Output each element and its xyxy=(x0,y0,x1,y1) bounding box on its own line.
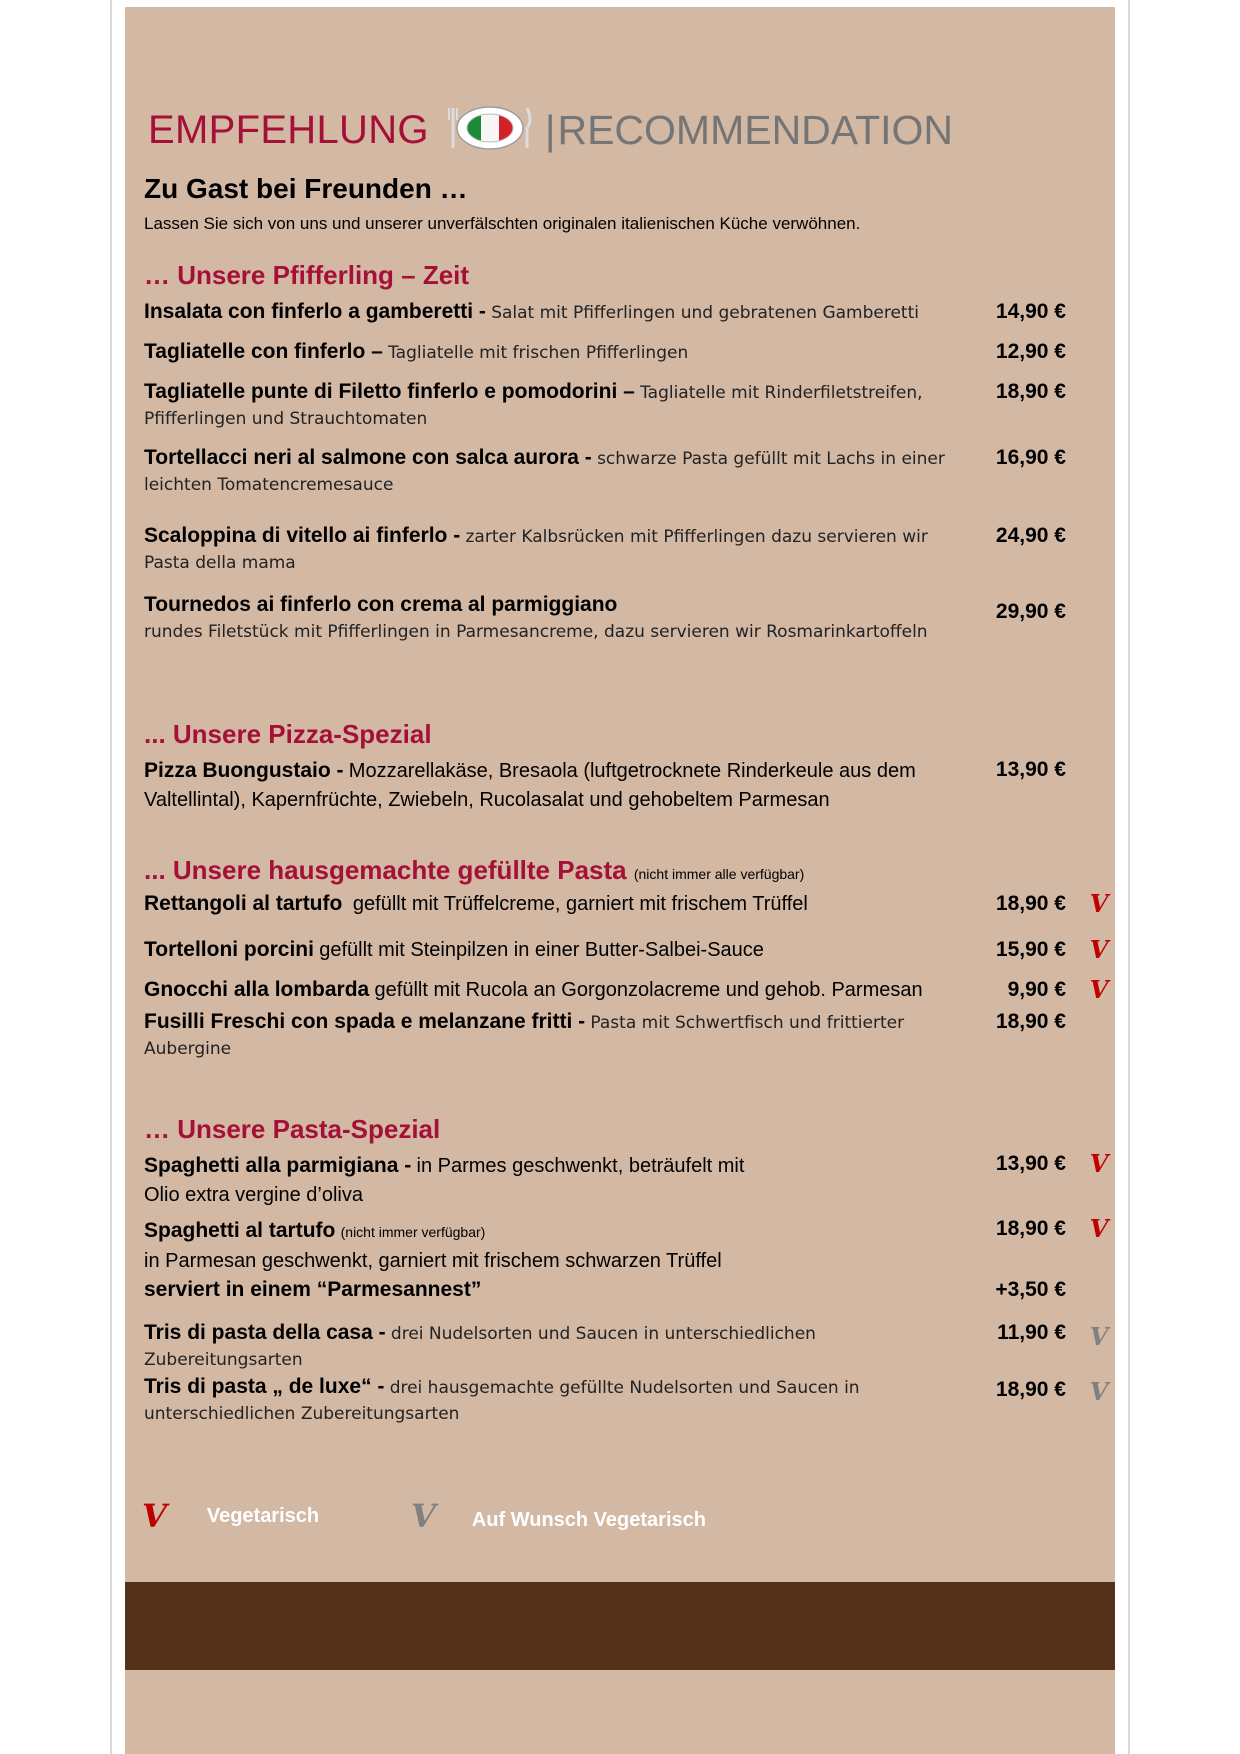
menu-item-addon xyxy=(144,1277,1144,1304)
section-heading-text: ... Unsere hausgemachte gefüllte Pasta xyxy=(144,855,627,885)
item-description: schwarze Pasta gefüllt mit Lachs in einer leichten Tomatencremesauce xyxy=(144,449,945,495)
item-subtitle: (nicht immer verfügbar) xyxy=(340,1224,486,1240)
menu-item xyxy=(144,1151,1144,1210)
intro-text: Lassen Sie sich von uns und unserer unverfälschten originalen italienischen Küche verwöhnen. xyxy=(144,214,861,233)
section-heading-filled-pasta xyxy=(144,855,804,886)
menu-item xyxy=(144,445,1144,498)
item-description: Mozzarellakäse, Bresaola (luftgetrocknete Rinderkeule aus dem Valtellintal), Kapernfrüchte, Zwiebeln, Rucolasalat und gehobeltem Parmesan xyxy=(144,760,916,811)
menu-item xyxy=(144,1320,1144,1373)
item-description: in Parmes geschwenkt, beträufelt mit xyxy=(416,1155,745,1177)
item-description: Pasta mit Schwertfisch und frittierter Aubergine xyxy=(144,1013,905,1059)
item-price: 13,90 € xyxy=(995,758,1066,781)
menu-item xyxy=(144,1216,1144,1276)
menu-header xyxy=(148,102,953,158)
vegetarian-icon: V xyxy=(1089,935,1109,964)
vegetarian-icon: V xyxy=(1089,889,1109,918)
item-price: +3,50 € xyxy=(995,1278,1066,1301)
menu-item xyxy=(144,592,1144,645)
item-price: 18,90 € xyxy=(995,380,1066,403)
item-description: in Parmesan geschwenkt, garniert mit frischem schwarzen Trüffel xyxy=(144,1250,722,1272)
item-name: Scaloppina di vitello ai finferlo - xyxy=(144,524,461,547)
page-border-right xyxy=(1128,0,1130,1754)
item-name: Gnocchi alla lombarda xyxy=(144,978,370,1001)
menu-item xyxy=(144,1009,1144,1062)
item-name: Tournedos ai finferlo con crema al parmiggiano xyxy=(144,593,618,616)
menu-item xyxy=(144,299,1144,326)
menu-item xyxy=(144,757,1144,815)
item-price: 29,90 € xyxy=(995,600,1066,623)
item-name: Fusilli Freschi con spada e melanzane fritti - xyxy=(144,1010,586,1033)
item-price: 18,90 € xyxy=(995,1010,1066,1033)
item-price: 18,90 € xyxy=(995,1217,1066,1240)
menu-item xyxy=(144,1374,1144,1427)
item-name: Spaghetti al tartufo xyxy=(144,1219,336,1242)
footer-band xyxy=(125,1582,1115,1670)
item-name: serviert in einem “Parmesannest” xyxy=(144,1278,482,1301)
item-name: Tris di pasta della casa - xyxy=(144,1321,386,1344)
item-description: Tagliatelle mit frischen Pfifferlingen xyxy=(388,343,689,363)
item-price: 13,90 € xyxy=(995,1152,1066,1175)
menu-item xyxy=(144,339,1144,366)
item-price: 15,90 € xyxy=(995,938,1066,961)
item-description: rundes Filetstück mit Pfifferlingen in Parmesancreme, dazu servieren wir Rosmarinkartoffeln xyxy=(144,622,928,642)
section-heading-pfifferling: … Unsere Pfifferling – Zeit xyxy=(144,260,470,290)
item-name: Insalata con finferlo a gamberetti - xyxy=(144,300,486,323)
item-price: 24,90 € xyxy=(995,524,1066,547)
menu-item xyxy=(144,891,1144,918)
item-price: 18,90 € xyxy=(995,892,1066,915)
item-description: zarter Kalbsrücken mit Pfifferlingen dazu servieren wir Pasta della mama xyxy=(144,527,928,573)
item-price: 11,90 € xyxy=(997,1321,1066,1344)
item-name: Pizza Buongustaio - xyxy=(144,759,344,782)
legend-optional-vegetarian xyxy=(411,1497,706,1535)
item-description: drei Nudelsorten und Saucen in unterschiedlichen Zubereitungsarten xyxy=(144,1324,816,1370)
item-price: 14,90 € xyxy=(995,300,1066,323)
vegetarian-icon: V xyxy=(142,1497,167,1535)
item-name: Spaghetti alla parmigiana - xyxy=(144,1154,412,1177)
vegetarian-icon: V xyxy=(1089,1214,1109,1243)
item-description: gefüllt mit Trüffelcreme, garniert mit frischem Trüffel xyxy=(352,893,808,915)
availability-note: (nicht immer alle verfügbar) xyxy=(633,866,805,882)
item-description: Tagliatelle mit Rinderfiletstreifen, Pfifferlingen und Strauchtomaten xyxy=(144,383,923,429)
vegetarian-icon: V xyxy=(1089,1149,1109,1178)
header-title-en: RECOMMENDATION xyxy=(557,106,954,153)
menu-item xyxy=(144,937,1144,964)
legend-vegetarian-label: Vegetarisch xyxy=(206,1504,320,1527)
item-name: Tagliatelle con finferlo – xyxy=(144,340,383,363)
header-separator: | xyxy=(544,106,556,153)
vegetarian-icon: V xyxy=(1089,975,1109,1004)
intro-title: Zu Gast bei Freunden … xyxy=(144,173,468,204)
item-name: Rettangoli al tartufo xyxy=(144,892,343,915)
section-heading-pasta-special: … Unsere Pasta-Spezial xyxy=(144,1114,441,1144)
menu-item xyxy=(144,379,1144,432)
menu-item xyxy=(144,523,1144,576)
item-name: Tortellacci neri al salmone con salca aurora - xyxy=(144,446,592,469)
item-description: gefüllt mit Rucola an Gorgonzolacreme und gehob. Parmesan xyxy=(374,979,923,1001)
item-description: Salat mit Pfifferlingen und gebratenen Gamberetti xyxy=(491,303,919,323)
header-title-de: EMPFEHLUNG xyxy=(148,107,429,152)
item-price: 18,90 € xyxy=(995,1378,1066,1401)
italian-plate-icon xyxy=(447,104,533,157)
menu-item xyxy=(144,977,1144,1004)
item-description: gefüllt mit Steinpilzen in einer Butter-Salbei-Sauce xyxy=(319,939,764,961)
legend-optional-vegetarian-label: Auf Wunsch Vegetarisch xyxy=(471,1508,706,1531)
page-border-left xyxy=(110,0,112,1754)
optional-vegetarian-icon: V xyxy=(411,1497,436,1535)
item-price: 12,90 € xyxy=(995,340,1066,363)
legend-vegetarian xyxy=(142,1497,319,1535)
section-heading-pizza: ... Unsere Pizza-Spezial xyxy=(144,719,432,749)
item-description-line2: Olio extra vergine d’oliva xyxy=(144,1184,363,1206)
item-name: Tagliatelle punte di Filetto finferlo e pomodorini – xyxy=(144,380,635,403)
item-name: Tris di pasta „ de luxe“ - xyxy=(144,1375,385,1398)
optional-vegetarian-icon: V xyxy=(1089,1322,1109,1351)
item-description: drei hausgemachte gefüllte Nudelsorten und Saucen in unterschiedlichen Zubereitungsarten xyxy=(144,1378,860,1424)
item-name: Tortelloni porcini xyxy=(144,938,314,961)
item-price: 16,90 € xyxy=(995,446,1066,469)
optional-vegetarian-icon: V xyxy=(1089,1377,1109,1406)
item-price: 9,90 € xyxy=(1007,978,1066,1001)
